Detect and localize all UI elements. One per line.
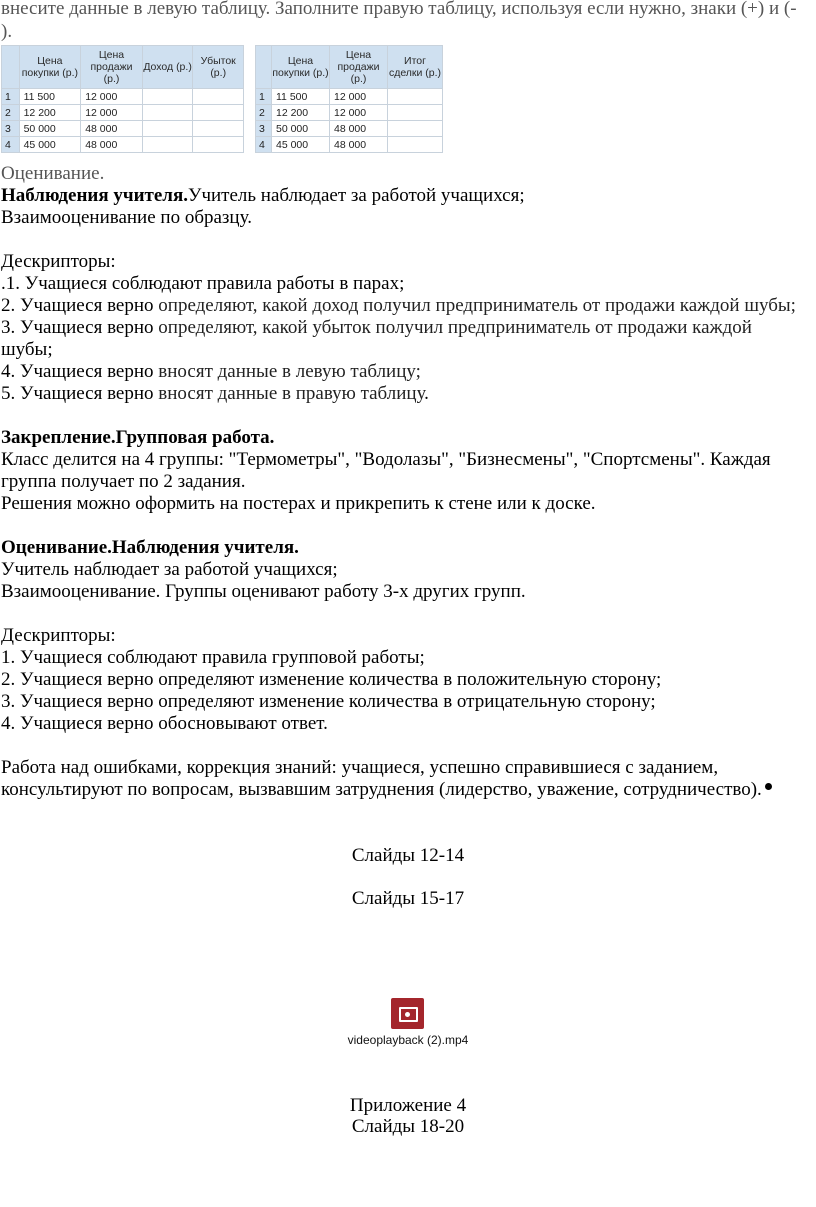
peer-assessment: Взаимооценивание по образцу. xyxy=(1,207,252,228)
row-num: 3 xyxy=(2,121,20,137)
correction-text: Работа над ошибками, коррекция знаний: учащиеся, успешно справившиеся с заданием, xyxy=(1,757,719,778)
descriptor-body: вносят данные в правую таблицу xyxy=(158,383,425,404)
buy-cell: 12 200 xyxy=(19,105,81,121)
loss-cell xyxy=(193,121,244,137)
sell-cell: 12 000 xyxy=(81,89,143,105)
descriptor-body: определяют, какой доход получил предприниматель от продажи каждой шубы; xyxy=(158,295,796,316)
slides-label: Слайды 12-14 xyxy=(351,845,465,866)
buy-cell: 12 200 xyxy=(272,105,330,121)
bullet-icon xyxy=(765,783,772,790)
buy-cell: 11 500 xyxy=(19,89,81,105)
table-row xyxy=(256,137,443,153)
descriptor-item xyxy=(1,295,796,317)
descriptor-body: вносят данные в левую таблицу; xyxy=(158,361,421,382)
descriptors-title: Дескрипторы: xyxy=(1,251,116,272)
table-row xyxy=(256,105,443,121)
row-num: 4 xyxy=(2,137,20,153)
assessment2-text: Учитель наблюдает за работой учащихся; xyxy=(1,559,338,580)
video-filename[interactable]: videoplayback (2).mp4 xyxy=(347,1033,469,1047)
consolidation-text: Решения можно оформить на постерах и прикрепить к стене или к доске. xyxy=(1,493,596,514)
sell-cell: 48 000 xyxy=(81,121,143,137)
row-num: 2 xyxy=(256,105,272,121)
appendix-label: Приложение 4 xyxy=(349,1095,467,1116)
assessment-title: Оценивание. xyxy=(1,163,105,184)
income-cell xyxy=(142,105,193,121)
consolidation-text: группа получает по 2 задания. xyxy=(1,471,246,492)
result-cell xyxy=(388,137,443,153)
col-header: Убыток (р.) xyxy=(193,46,244,89)
descriptor2-item: 1. Учащиеся соблюдают правила групповой работы; xyxy=(1,647,425,668)
assessment2-title: Оценивание.Наблюдения учителя. xyxy=(1,537,299,558)
slides-label: Слайды 15-17 xyxy=(351,888,465,909)
income-cell xyxy=(142,137,193,153)
descriptor-lead: 2. Учащиеся верно xyxy=(1,295,159,316)
row-num: 4 xyxy=(256,137,272,153)
row-num-header xyxy=(2,46,20,89)
col-header: Цена покупки (р.) xyxy=(19,46,81,89)
video-file-icon[interactable] xyxy=(391,998,424,1029)
descriptor-item xyxy=(1,383,429,405)
row-num: 2 xyxy=(2,105,20,121)
descriptors2-title: Дескрипторы: xyxy=(1,625,116,646)
sell-cell: 12 000 xyxy=(330,89,388,105)
buy-cell: 50 000 xyxy=(272,121,330,137)
col-header: Итог сделки (р.) xyxy=(388,46,443,89)
col-header: Цена продажи (р.) xyxy=(81,46,143,89)
table-row xyxy=(2,137,244,153)
table-row xyxy=(256,121,443,137)
col-header: Цена покупки (р.) xyxy=(272,46,330,89)
teacher-observation xyxy=(1,185,525,207)
consolidation-title: Закрепление.Групповая работа. xyxy=(1,427,275,448)
table-row xyxy=(2,89,244,105)
right-table xyxy=(255,45,443,153)
loss-cell xyxy=(193,105,244,121)
table-row xyxy=(2,121,244,137)
descriptor2-item: 2. Учащиеся верно определяют изменение количества в положительную сторону; xyxy=(1,669,662,690)
income-cell xyxy=(142,89,193,105)
result-cell xyxy=(388,105,443,121)
slides-label: Слайды 18-20 xyxy=(351,1116,465,1137)
descriptor-end: . xyxy=(424,383,429,404)
row-num: 1 xyxy=(256,89,272,105)
descriptor-item-cont: шубы; xyxy=(1,339,53,360)
descriptor-item xyxy=(1,361,421,383)
descriptor2-item: 3. Учащиеся верно определяют изменение количества в отрицательную сторону; xyxy=(1,691,656,712)
descriptor-item: .1. Учащиеся соблюдают правила работы в парах; xyxy=(1,273,405,294)
buy-cell: 50 000 xyxy=(19,121,81,137)
result-cell xyxy=(388,121,443,137)
descriptor-item xyxy=(1,317,752,339)
row-num: 1 xyxy=(2,89,20,105)
assessment2-text: Взаимооценивание. Группы оценивают работу 3-х других групп. xyxy=(1,581,526,602)
correction-text-2 xyxy=(1,779,772,801)
correction-line: консультируют по вопросам, вызвавшим затруднения (лидерство, уважение, сотрудничество). xyxy=(1,779,762,800)
sell-cell: 48 000 xyxy=(330,121,388,137)
col-header: Цена продажи (р.) xyxy=(330,46,388,89)
descriptor-lead: 5. Учащиеся верно xyxy=(1,383,159,404)
row-num: 3 xyxy=(256,121,272,137)
sell-cell: 12 000 xyxy=(81,105,143,121)
left-table xyxy=(1,45,244,153)
col-header: Доход (р.) xyxy=(142,46,193,89)
intro-line-2: ). xyxy=(1,21,13,42)
observation-text: Учитель наблюдает за работой учащихся; xyxy=(188,185,525,206)
sell-cell: 12 000 xyxy=(330,105,388,121)
result-cell xyxy=(388,89,443,105)
table-row xyxy=(2,105,244,121)
loss-cell xyxy=(193,89,244,105)
descriptor-lead: 3. Учащиеся верно xyxy=(1,317,159,338)
loss-cell xyxy=(193,137,244,153)
intro-line-1: внесите данные в левую таблицу. Заполните правую таблицу, используя если нужно, знаки (+) и (- xyxy=(1,0,797,19)
table-row xyxy=(256,89,443,105)
buy-cell: 45 000 xyxy=(19,137,81,153)
consolidation-text: Класс делится на 4 группы: "Термометры", "Водолазы", "Бизнесмены", "Спортсмены". Каждая xyxy=(1,449,771,470)
row-num-header xyxy=(256,46,272,89)
sell-cell: 48 000 xyxy=(330,137,388,153)
descriptor2-item: 4. Учащиеся верно обосновывают ответ. xyxy=(1,713,328,734)
buy-cell: 45 000 xyxy=(272,137,330,153)
video-dot-icon xyxy=(405,1012,410,1017)
descriptor-body: определяют, какой убыток получил предприниматель от продажи каждой xyxy=(158,317,752,338)
sell-cell: 48 000 xyxy=(81,137,143,153)
observation-heading: Наблюдения учителя. xyxy=(1,185,188,206)
income-cell xyxy=(142,121,193,137)
descriptor-lead: 4. Учащиеся верно xyxy=(1,361,159,382)
buy-cell: 11 500 xyxy=(272,89,330,105)
